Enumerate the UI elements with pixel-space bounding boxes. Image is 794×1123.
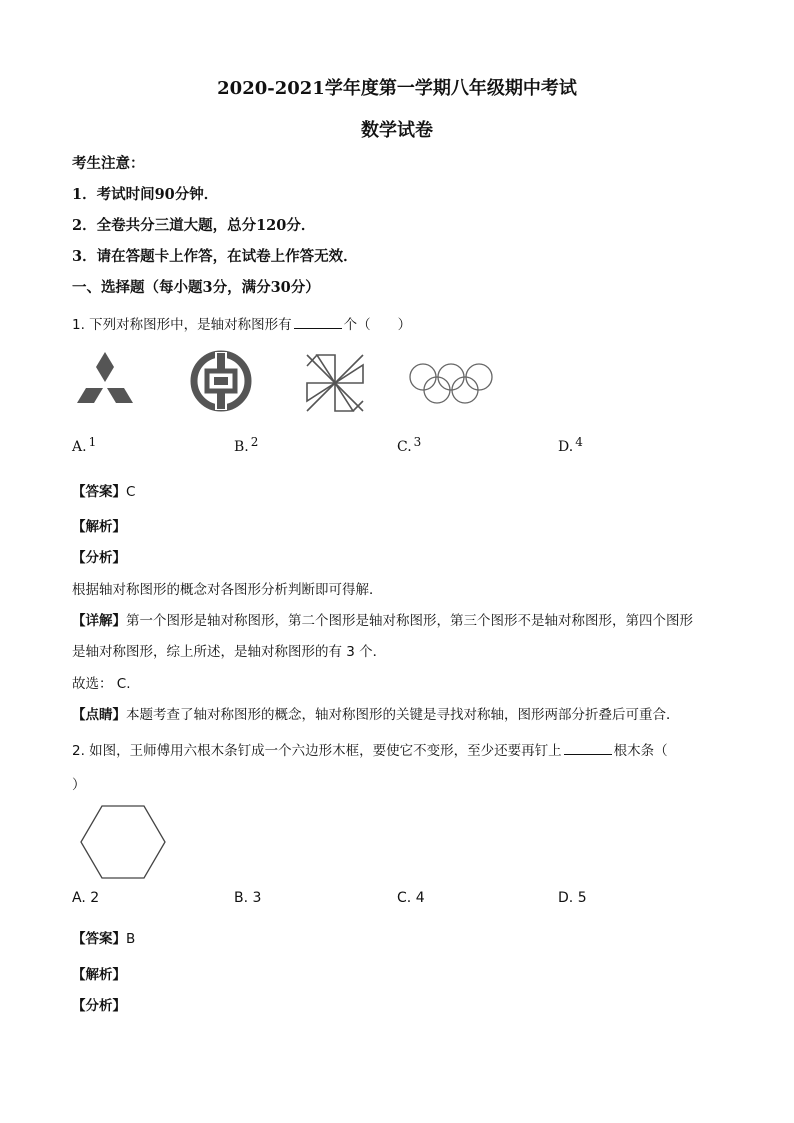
fenxi-heading: 【分析】 <box>72 550 126 566</box>
analysis-heading: 【解析】 <box>72 967 126 983</box>
note-item-3: 3．请在答题卡上作答，在试卷上作答无效． <box>72 248 358 265</box>
olympic-rings-icon <box>408 362 494 406</box>
answer-blank <box>564 742 612 755</box>
option-d[interactable]: D. 5 <box>558 890 587 906</box>
option-b[interactable]: B. 2 <box>234 435 259 455</box>
option-b[interactable]: B. 3 <box>234 890 262 906</box>
comment-line: 【点睛】本题考查了轴对称图形的概念，轴对称图形的关键是寻找对称轴，图形两部分折叠后可重合． <box>72 707 680 723</box>
mitsubishi-logo-icon <box>72 352 138 410</box>
coin-logo-icon <box>190 350 252 412</box>
section-heading: 一、选择题（每小题3分，满分30分） <box>72 279 320 296</box>
detail-line-2: 是轴对称图形，综上所述，是轴对称图形的有 3 个． <box>72 644 387 660</box>
question-2-stem: 2. 如图，王师傅用六根木条钉成一个六边形木框，要使它不变形，至少还要再钉上 根木条（ <box>72 743 668 759</box>
exam-subtitle: 数学试卷 <box>361 120 433 141</box>
pinwheel-icon <box>306 354 364 412</box>
analysis-heading: 【解析】 <box>72 519 126 535</box>
answer-blank <box>294 316 342 329</box>
note-item-1: 1．考试时间90分钟． <box>72 186 219 203</box>
answer-line: 【答案】C <box>72 484 136 500</box>
option-c[interactable]: C. 3 <box>397 435 422 455</box>
detail-line-1: 【详解】第一个图形是轴对称图形，第二个图形是轴对称图形，第三个图形不是轴对称图形，第四个图形 <box>72 613 693 629</box>
hexagon-icon <box>78 804 168 880</box>
choose-line: 故选： C. <box>72 676 131 692</box>
question-1-stem <box>72 313 411 333</box>
question-2-stem-close: ） <box>72 777 86 793</box>
option-a[interactable]: A. 2 <box>72 890 100 906</box>
fenxi-heading: 【分析】 <box>72 998 126 1014</box>
question-1-stem-tail: 个（ ） <box>343 317 412 333</box>
notes-heading: 考生注意： <box>72 155 145 172</box>
note-item-2: 2．全卷共分三道大题，总分120分． <box>72 217 316 234</box>
option-a[interactable]: A. 1 <box>72 435 97 455</box>
option-d[interactable]: D. 4 <box>558 435 583 455</box>
answer-line: 【答案】B <box>72 931 136 947</box>
option-c[interactable]: C. 4 <box>397 890 425 906</box>
exam-title: 2020-2021学年度第一学期八年级期中考试 <box>217 78 577 99</box>
question-1-stem-text: 1. 下列对称图形中，是轴对称图形有 <box>72 317 292 333</box>
fenxi-text: 根据轴对称图形的概念对各图形分析判断即可得解． <box>72 582 383 598</box>
